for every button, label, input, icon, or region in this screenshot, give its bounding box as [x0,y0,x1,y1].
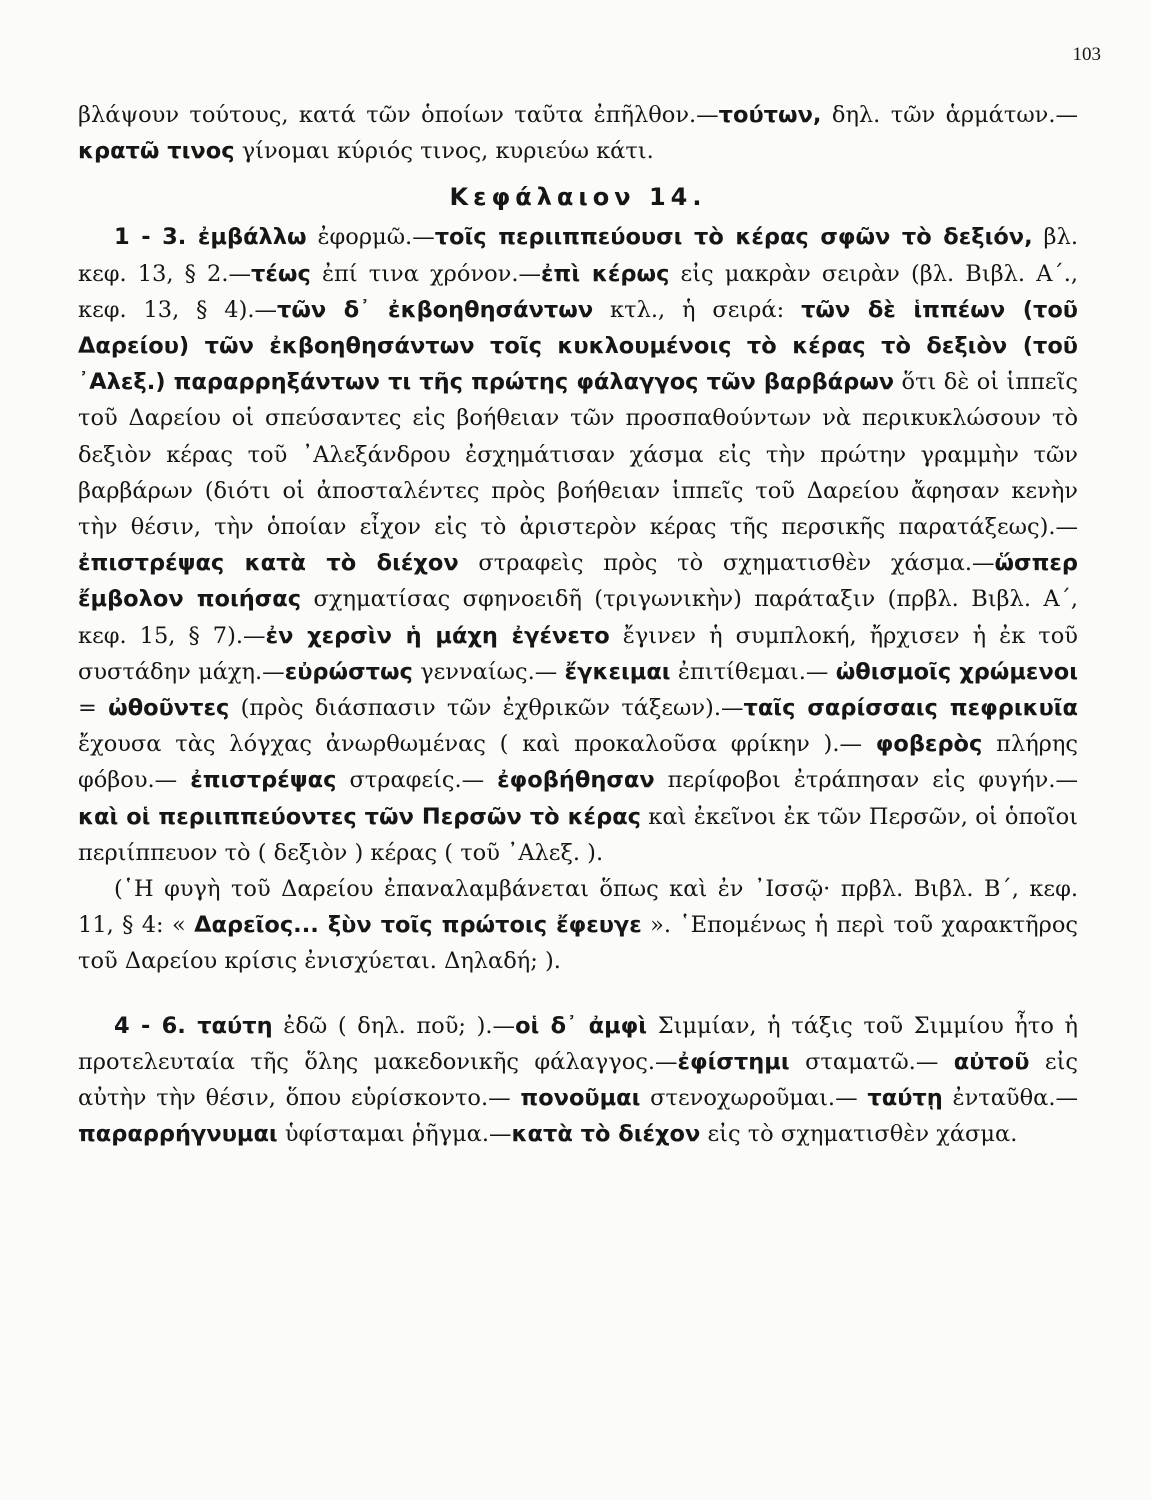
lemma-term: ὥσπερ ἔμβολον ποιήσας [78,550,1078,613]
gloss-text: ἔχουσα τὰς λόγχας ἀνωρθωμένας ( καὶ προκαλοῦσα φρίκην ).— [78,731,876,758]
lemma-term: 4 - 6. [114,1012,198,1039]
lemma-term: τούτων, [718,102,822,128]
gloss-text: εἰς τὸ σχηματισθὲν χάσμα. [700,1121,1018,1148]
gloss-text: ὑφίσταμαι ῥῆγμα.— [277,1121,512,1148]
gloss-text: εἰς μακρὰν σειρὰν (βλ. Βιβλ. Α΄., κεφ. 13, § 4).— [78,260,1078,323]
paragraph-sections-4-6 [78,1008,1078,1153]
gloss-text: ἔγινεν ἡ συμπλοκή, ἤρχισεν ἡ ἐκ τοῦ συστάδην μάχη.— [78,622,1078,685]
lemma-term: πονοῦμαι [520,1085,641,1112]
gloss-text: Σιμμίαν, ἡ τάξις τοῦ Σιμμίου ἦτο ἡ προτελευταία τῆς ὅλης μακεδονικῆς φάλαγγος.— [78,1012,1079,1075]
lemma-term: ἔγκειμαι [564,658,671,685]
chapter-title: Κεφάλαιον 14. [449,183,707,212]
lemma-term: 1 - 3. [114,224,198,251]
gloss-text: στενοχωροῦμαι.— [640,1085,868,1112]
gloss-text: (῾Η φυγὴ τοῦ Δαρείου ἐπαναλαμβάνεται ὅπως καὶ ἐν ᾿Ισσῷ· πρβλ. Βιβλ. Β΄, κεφ. 11, § 4: « [78,876,1078,939]
lemma-term: ταύτη [197,1012,273,1039]
gloss-text: εἰς αὐτὴν τὴν θέσιν, ὅπου εὑρίσκοντο.— [78,1048,1078,1112]
lemma-term: ἐπιστρέψας [190,767,337,794]
lemma-term: ἐπὶ κέρως [541,260,670,287]
gloss-text: (πρὸς διάσπασιν τῶν ἐχθρικῶν τάξεων).— [229,695,744,722]
paragraph-sections-1-3 [78,219,1078,871]
lemma-term: τοῖς περιιππεύουσι τὸ κέρας σφῶν τὸ δεξιόν, [434,224,1033,251]
lemma-term: Δαρεῖος... ξὺν τοῖς πρώτοις ἔφευγε [194,912,642,939]
gloss-text: ὅτι δὲ οἱ ἱππεῖς τοῦ Δαρείου οἱ σπεύσαντες εἰς βοήθειαν τῶν προσπαθούντων νὰ περικυκλώσουν τὸ δεξιὸν κέρας τοῦ ᾿Αλεξάνδρου ἐσχημάτισαν χάσμα εἰς τὴν πρώτην γραμμὴν τῶν βαρβάρων (διότι οἱ ἀποσταλέντες πρὸς βοήθειαν ἱππεῖς τοῦ Δαρείου ἄφησαν κενὴν τὴν θέσιν, τὴν ὁποίαν εἶχον εἰς τὸ ἀριστερὸν κέρας τῆς περσικῆς παρατάξεως).— [78,369,1079,541]
page-number: 103 [1072,44,1101,65]
gloss-text: γίνομαι κύριός τινος, κυριεύω κάτι. [234,138,654,165]
gloss-text: κτλ., ἡ σειρά: [593,296,802,323]
lemma-term: κατὰ τὸ διέχον [511,1121,701,1148]
gloss-text: βλ. κεφ. 13, § 2.— [78,224,1078,287]
lemma-term: ἐφίστημι [677,1048,790,1075]
lemma-term: τῶν δὲ ἱππέων (τοῦ Δαρείου) τῶν ἐκβοηθησάντων τοῖς κυκλουμένοις τὸ κέρας τὸ δεξιὸν (τοῦ ᾿Αλεξ.) παραρρηξάντων τι τῆς πρώτης φάλαγγος τῶν βαρβάρων [78,296,1078,396]
lemma-term: κρατῶ τινος [78,138,235,165]
lemma-term: τέως [251,260,311,287]
gloss-text: ἐπιτίθεμαι.— [670,658,836,685]
gloss-text: σταματῶ.— [789,1048,954,1075]
gloss-text: ἐδῶ ( δηλ. ποῦ; ).— [272,1012,516,1039]
gloss-text: περίφοβοι ἐτράπησαν εἰς φυγήν.— [654,767,1078,794]
gloss-text: = [78,695,109,722]
gloss-text: γενναίως.— [412,658,565,685]
page-body [78,97,1078,1152]
lemma-term: ταῖς σαρίσσαις πεφρικυῖα [743,695,1078,722]
lemma-term: ὠθοῦντες [108,695,230,722]
lemma-term: αὐτοῦ [953,1048,1030,1075]
lemma-term: ἐφοβήθησαν [497,767,655,794]
lemma-term: οἱ δ᾿ ἀμφὶ [515,1012,648,1039]
lemma-term: ἐν χερσὶν ἡ μάχη ἐγένετο [265,622,610,649]
gloss-text: ἐφορμῶ.— [306,224,435,251]
gloss-text: δηλ. τῶν ἁρμάτων.— [821,102,1078,128]
gloss-text: σχηματίσας σφηνοειδῆ (τριγωνικὴν) παράταξιν (πρβλ. Βιβλ. Α΄, κεφ. 15, § 7).— [78,586,1079,649]
lemma-term: ἐμβάλλω [197,224,307,251]
gloss-text: στραφείς.— [336,767,498,794]
gloss-text: βλάψουν τούτους, κατά τῶν ὁποίων ταῦτα ἐπῆλθον.— [78,102,719,128]
lemma-term: ταύτῃ [867,1085,943,1112]
gloss-text: πλήρης φόβου.— [78,731,1078,794]
lemma-term: εὐρώστως [284,658,413,685]
gloss-text: στραφεὶς πρὸς τὸ σχηματισθὲν χάσμα.— [458,550,995,577]
gloss-text: ἐπί τινα χρόνον.— [310,260,541,287]
lemma-term: ὠθισμοῖς χρώμενοι [835,658,1078,685]
gloss-text: ἐνταῦθα.— [942,1085,1079,1112]
lemma-term: ἐπιστρέψας κατὰ τὸ διέχον [78,550,459,577]
paragraph-intro [78,97,1078,169]
lemma-term: παραρρήγνυμαι [78,1121,278,1148]
gloss-text: ». ῾Επομένως ἡ περὶ τοῦ χαρακτῆρος τοῦ Δαρείου κρίσις ἐνισχύεται. Δηλαδή; ). [78,912,1078,975]
paragraph-gap [78,980,1078,1008]
lemma-term: τῶν δ᾿ ἐκβοηθησάντων [277,296,594,323]
lemma-term: φοβερὸς [875,731,983,758]
paragraph-darius-flight [78,871,1078,980]
lemma-term: καὶ οἱ περιιππεύοντες τῶν Περσῶν τὸ κέρας [78,803,641,830]
gloss-text: καὶ ἐκεῖνοι ἐκ τῶν Περσῶν, οἱ ὁποῖοι περιίππευον τὸ ( δεξιὸν ) κέρας ( τοῦ ᾿Αλεξ. ). [78,803,1078,866]
